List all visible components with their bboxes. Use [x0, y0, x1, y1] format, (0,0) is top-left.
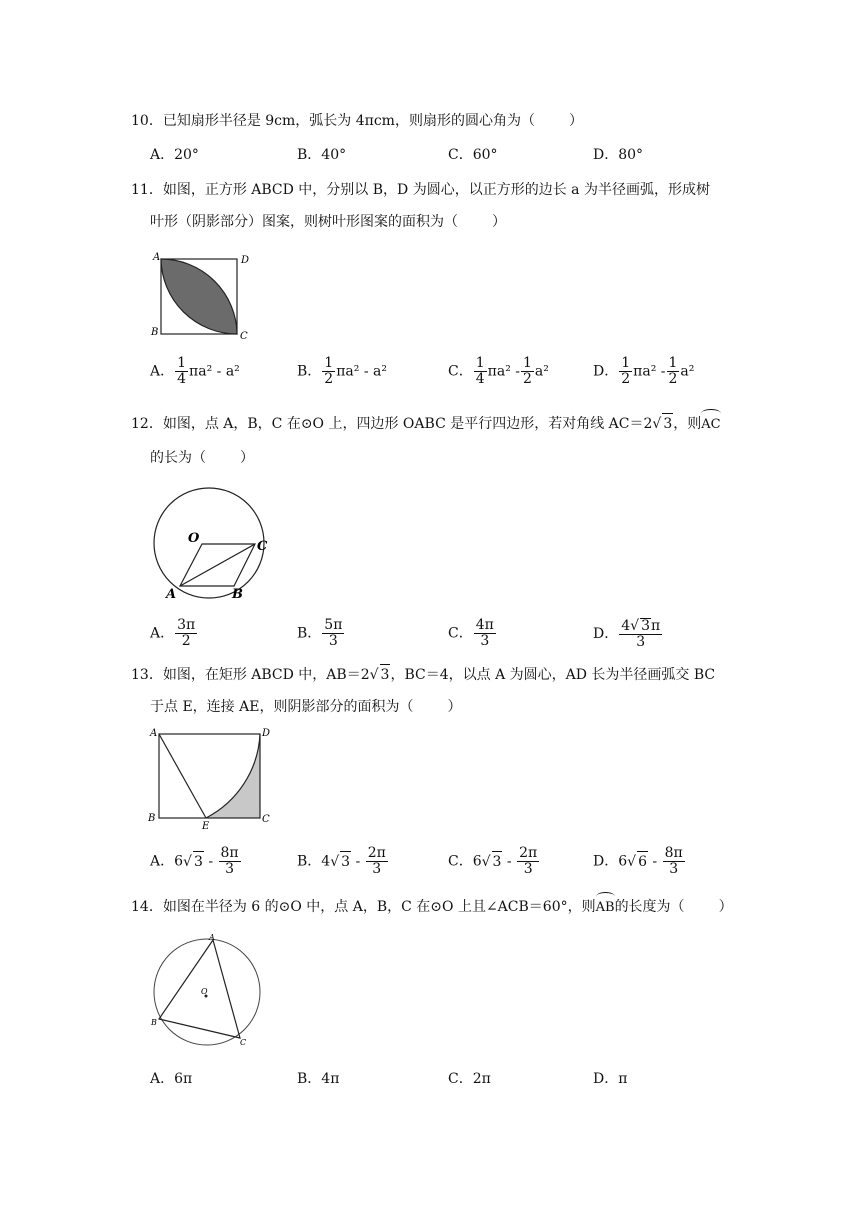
fraction: $\frac{2\pi}{3}$ [367, 845, 386, 877]
label-a: A [153, 252, 161, 263]
q11-option-b: B． $\frac{1}{2}$ πa² - a² [297, 355, 387, 387]
fraction: $\frac{1}{2}$ [621, 355, 631, 387]
label-b: B [232, 587, 243, 602]
label-d: D [262, 728, 271, 739]
q13-figure [145, 725, 277, 831]
triangle-abc [159, 940, 240, 1038]
q14-figure [146, 932, 270, 1052]
fraction: $\frac{8\pi}{3}$ [664, 845, 683, 877]
label-b: B [148, 813, 156, 824]
q14-option-d: D．π [593, 1071, 628, 1087]
fraction: $\frac{1}{2}$ [324, 355, 334, 387]
q14-option-c: C．2π [448, 1071, 491, 1087]
q12-option-d: D． $\frac{4√ 3\pi}{3}$ [593, 618, 661, 650]
label-c: C [262, 814, 270, 825]
label-a: A [150, 728, 158, 739]
fraction: $\frac{4√ 3\pi}{3}$ [621, 618, 661, 650]
label-b: B [151, 1018, 157, 1027]
q14-option-a: A．6π [150, 1071, 193, 1087]
label-b: B [151, 327, 159, 338]
q13-option-c: C．6√ 3 - $\frac{2\pi}{3}$ [448, 845, 538, 877]
shaded-region [206, 734, 260, 818]
fraction: $\frac{8\pi}{3}$ [220, 845, 239, 877]
label-e: E [202, 821, 210, 831]
fraction: $\frac{5\pi}{3}$ [324, 617, 343, 649]
q12-stem-line2: 的长为（ ） [150, 450, 254, 466]
label-c: C [240, 331, 248, 342]
label-a: A [209, 933, 215, 942]
arc-ab: AB [596, 896, 615, 918]
q13-option-a: A．6√ 3 - $\frac{8\pi}{3}$ [150, 845, 239, 877]
q13-stem-line2: 于点 E，连接 AE，则阴影部分的面积为（ ） [150, 699, 462, 715]
q11-stem-line2: 叶形（阴影部分）图案，则树叶形图案的面积为（ ） [150, 214, 506, 230]
q11-option-c: C． $\frac{1}{4}$ πa² - $\frac{1}{2}$ a² [448, 355, 549, 387]
q10-stem: 10．已知扇形半径是 9cm，弧长为 4πcm，则扇形的圆心角为（ ） [131, 113, 583, 129]
q10-option-a: A．20° [150, 147, 199, 163]
fraction: $\frac{1}{4}$ [177, 355, 187, 387]
q10-option-b: B．40° [297, 147, 347, 163]
segment-ae [159, 734, 206, 818]
fraction: $\frac{2\pi}{3}$ [519, 845, 538, 877]
q10-option-c: C．60° [448, 147, 498, 163]
fraction: $\frac{1}{2}$ [668, 355, 678, 387]
q12-option-c: C． $\frac{4\pi}{3}$ [448, 617, 494, 649]
label-a: A [166, 587, 177, 602]
label-c: C [257, 539, 268, 554]
q13-stem-line1: 13．如图，在矩形 ABCD 中，AB＝2√ 3，BC＝4，以点 A 为圆心，AD 长为半径画弧交 BC [131, 664, 715, 685]
q12-stem-line1: 12．如图，点 A，B，C 在⊙O 上，四边形 OABC 是平行四边形，若对角线 AC＝2√ 3，则AC [131, 413, 721, 435]
circle-o [154, 488, 264, 598]
fraction: $\frac{1}{4}$ [475, 355, 485, 387]
q14-stem: 14．如图在半径为 6 的⊙O 中，点 A，B，C 在⊙O 上且∠ACB＝60°，则AB的长度为（ ） [131, 896, 733, 918]
q13-option-d: D．6√ 6 - $\frac{8\pi}{3}$ [593, 845, 683, 877]
leaf-shaded-region [161, 259, 237, 334]
q13-option-b: B．4√ 3 - $\frac{2\pi}{3}$ [297, 845, 386, 877]
q11-stem-line1: 11．如图，正方形 ABCD 中，分别以 B，D 为圆心，以正方形的边长 a 为半径画弧，形成树 [131, 182, 710, 198]
q11-option-a: A． $\frac{1}{4}$ πa² - a² [150, 355, 240, 387]
q12-option-a: A． $\frac{3\pi}{2}$ [150, 617, 196, 649]
q11-figure [148, 250, 254, 342]
q12-figure [144, 486, 284, 604]
fraction: $\frac{4\pi}{3}$ [475, 617, 494, 649]
q14-option-b: B．4π [297, 1071, 340, 1087]
fraction: $\frac{3\pi}{2}$ [177, 617, 196, 649]
label-o: O [188, 531, 200, 546]
label-o: O [201, 987, 208, 996]
label-c: C [240, 1038, 247, 1047]
q12-option-b: B． $\frac{5\pi}{3}$ [297, 617, 343, 649]
fraction: $\frac{1}{2}$ [522, 355, 532, 387]
arc-ac: AC [701, 413, 720, 435]
label-d: D [241, 255, 250, 266]
q10-option-d: D．80° [593, 147, 644, 163]
q11-option-d: D． $\frac{1}{2}$ πa² - $\frac{1}{2}$ a² [593, 355, 695, 387]
